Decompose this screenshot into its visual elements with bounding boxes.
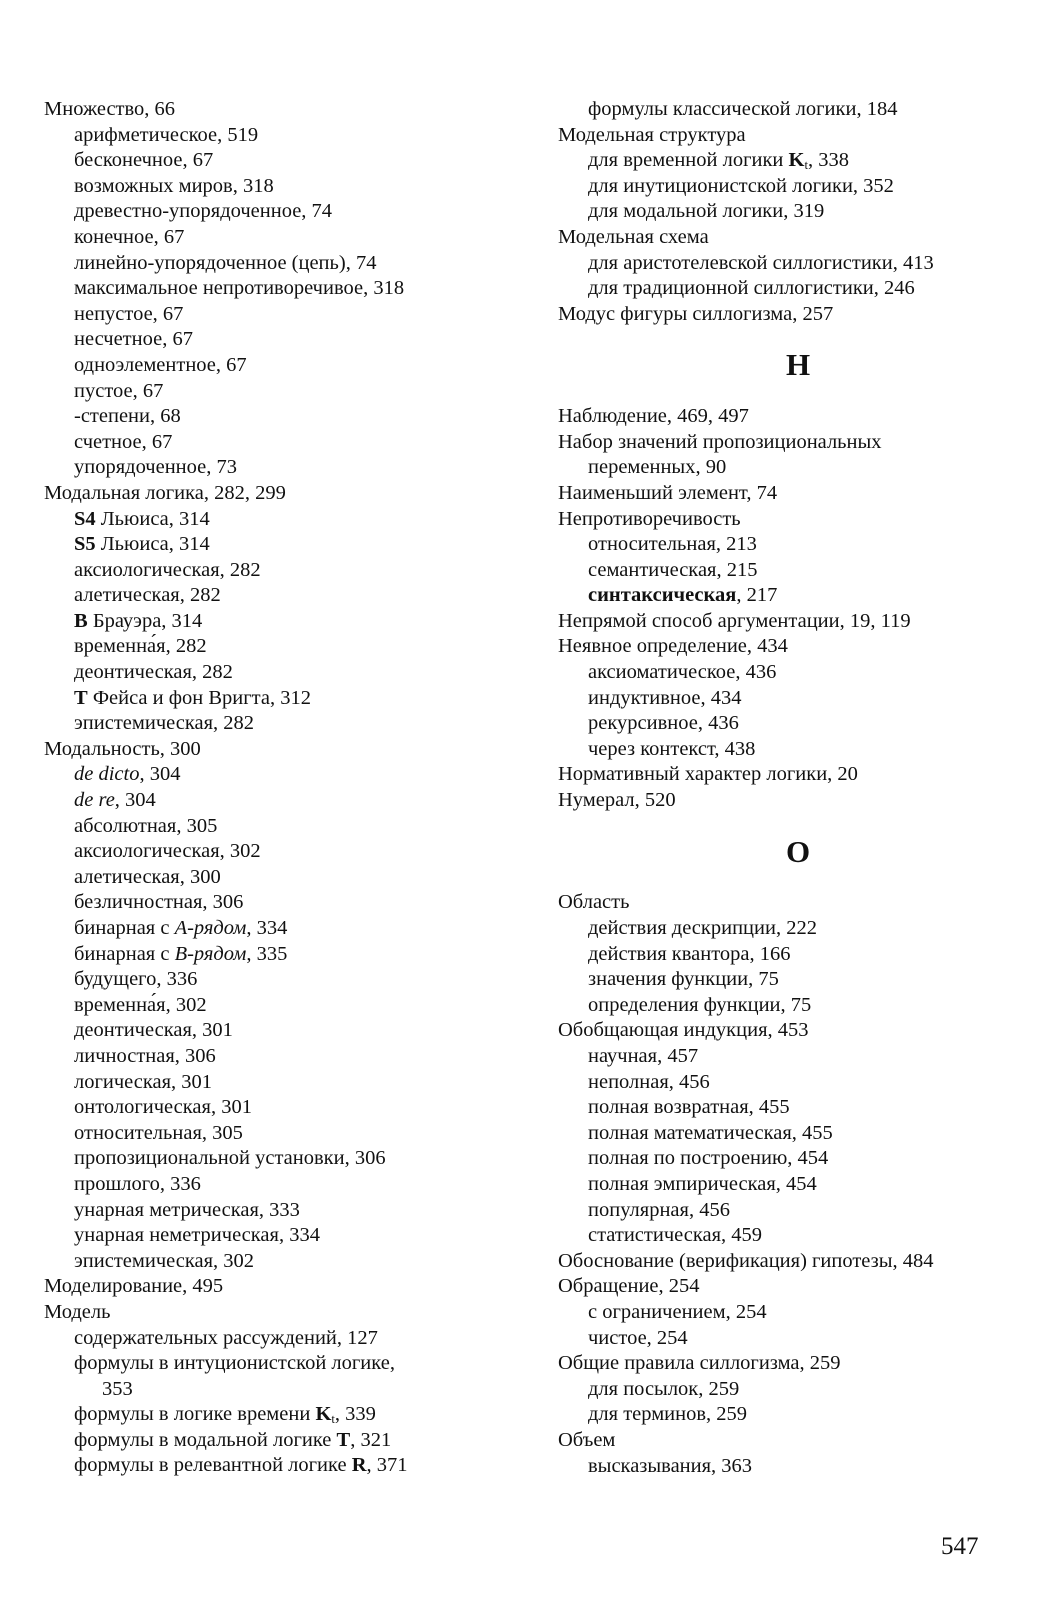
entry-text: линейно-упорядоченное (цепь), 74 bbox=[74, 251, 377, 274]
index-subentry bbox=[44, 1428, 514, 1454]
index-subentry bbox=[44, 558, 514, 584]
index-subentry bbox=[44, 1326, 514, 1352]
entry-text: абсолютная, 305 bbox=[74, 814, 218, 837]
index-subentry bbox=[44, 1249, 514, 1275]
index-subentry bbox=[558, 583, 1038, 609]
entry-text: Обращение, 254 bbox=[558, 1275, 700, 1298]
index-entry bbox=[44, 737, 514, 763]
entry-text: упорядоченное, 73 bbox=[74, 456, 237, 479]
index-subentry bbox=[558, 1146, 1038, 1172]
index-column-right bbox=[558, 97, 1038, 1479]
entry-text: de re bbox=[74, 789, 115, 812]
page-number: 547 bbox=[941, 1533, 979, 1560]
entry-text: Обобщающая индукция, 453 bbox=[558, 1019, 809, 1042]
index-subentry bbox=[44, 327, 514, 353]
entry-text: онтологическая, 301 bbox=[74, 1096, 252, 1119]
entry-text: популярная, 456 bbox=[588, 1198, 730, 1221]
index-subentry bbox=[558, 711, 1038, 737]
index-subentry bbox=[558, 455, 1038, 481]
entry-text: логическая, 301 bbox=[74, 1070, 213, 1093]
entry-text: Модус фигуры силлогизма, 257 bbox=[558, 302, 834, 325]
index-subentry bbox=[44, 430, 514, 456]
entry-text: B-рядом bbox=[174, 942, 247, 965]
entry-text: B bbox=[74, 609, 88, 632]
index-subentry bbox=[44, 199, 514, 225]
index-subentry bbox=[44, 814, 514, 840]
entry-text: полная математическая, 455 bbox=[588, 1121, 833, 1144]
entry-text: Обоснование (верификация) гипотезы, 484 bbox=[558, 1249, 934, 1272]
entry-text: для инутиционистской логики, 352 bbox=[588, 174, 894, 197]
entry-text: бинарная с bbox=[74, 917, 175, 939]
entry-text: пропозициональной установки, 306 bbox=[74, 1147, 386, 1170]
index-subentry bbox=[558, 967, 1038, 993]
index-entry bbox=[558, 507, 1038, 533]
entry-text: формулы в модальной логике bbox=[74, 1428, 337, 1451]
section-letter-heading: Н bbox=[785, 347, 811, 383]
entry-text: прошлого, 336 bbox=[74, 1172, 201, 1195]
index-subentry bbox=[44, 890, 514, 916]
entry-text: полная эмпирическая, 454 bbox=[588, 1172, 817, 1195]
index-subentry bbox=[558, 737, 1038, 763]
entry-text: , 334 bbox=[246, 917, 288, 939]
index-subentry bbox=[558, 1326, 1038, 1352]
entry-text: бинарная с bbox=[74, 942, 175, 965]
index-subentry bbox=[44, 865, 514, 891]
index-entry bbox=[558, 1018, 1038, 1044]
entry-text: переменных, 90 bbox=[588, 456, 727, 479]
entry-text: временна́я, 282 bbox=[74, 635, 207, 658]
index-subentry bbox=[44, 634, 514, 660]
entry-text: Наблюдение, 469, 497 bbox=[558, 405, 749, 428]
index-subentry bbox=[44, 1070, 514, 1096]
entry-text: , 371 bbox=[366, 1454, 408, 1477]
index-subentry bbox=[44, 455, 514, 481]
index-subentry bbox=[558, 97, 1038, 123]
entry-text: S4 bbox=[74, 507, 96, 530]
index-subentry bbox=[44, 1198, 514, 1224]
entry-text: синтаксическая bbox=[588, 584, 737, 607]
entry-text: , 335 bbox=[246, 942, 288, 965]
index-subentry bbox=[44, 276, 514, 302]
index-subentry bbox=[558, 199, 1038, 225]
index-subentry bbox=[44, 1223, 514, 1249]
entry-text: K bbox=[315, 1403, 332, 1426]
entry-text: будущего, 336 bbox=[74, 968, 198, 991]
index-subentry bbox=[44, 1172, 514, 1198]
index-subentry bbox=[44, 1402, 514, 1428]
entry-text: для традиционной силлогистики, 246 bbox=[588, 277, 915, 300]
entry-text: содержательных рассуждений, 127 bbox=[74, 1326, 378, 1349]
entry-text: арифметическое, 519 bbox=[74, 123, 259, 146]
entry-text: t bbox=[331, 1412, 335, 1427]
index-subentry bbox=[44, 532, 514, 558]
index-subentry bbox=[44, 174, 514, 200]
index-entry bbox=[558, 481, 1038, 507]
index-subentry bbox=[44, 379, 514, 405]
index-entry bbox=[558, 430, 1038, 456]
index-subentry bbox=[44, 1044, 514, 1070]
index-subentry bbox=[44, 788, 514, 814]
index-subentry bbox=[44, 1351, 514, 1377]
entry-text: непустое, 67 bbox=[74, 302, 184, 325]
entry-text: , 304 bbox=[139, 763, 181, 786]
index-subentry bbox=[558, 1402, 1038, 1428]
index-subentry bbox=[44, 711, 514, 737]
index-subentry bbox=[44, 1377, 514, 1403]
entry-text: рекурсивное, 436 bbox=[588, 712, 739, 735]
index-subentry bbox=[558, 251, 1038, 277]
index-subentry bbox=[44, 686, 514, 712]
entry-text: эпистемическая, 302 bbox=[74, 1249, 255, 1272]
entry-text: относительная, 213 bbox=[588, 533, 757, 556]
index-entry bbox=[558, 302, 1038, 328]
entry-text: для аристотелевской силлогистики, 413 bbox=[588, 251, 934, 274]
index-subentry bbox=[44, 942, 514, 968]
entry-text: Непротиворечивость bbox=[558, 507, 741, 530]
entry-text: относительная, 305 bbox=[74, 1121, 243, 1144]
index-subentry bbox=[558, 942, 1038, 968]
entry-text: для терминов, 259 bbox=[588, 1403, 748, 1426]
entry-text: временна́я, 302 bbox=[74, 993, 207, 1016]
index-subentry bbox=[558, 1044, 1038, 1070]
entry-text: высказывания, 363 bbox=[588, 1454, 753, 1477]
index-entry bbox=[558, 1249, 1038, 1275]
index-entry bbox=[558, 225, 1038, 251]
index-subentry bbox=[558, 686, 1038, 712]
entry-text: статистическая, 459 bbox=[588, 1224, 763, 1247]
entry-text: через контекст, 438 bbox=[588, 737, 756, 760]
entry-text: Льюиса, 314 bbox=[95, 507, 210, 530]
index-subentry bbox=[558, 276, 1038, 302]
index-subentry bbox=[558, 1198, 1038, 1224]
index-subentry bbox=[558, 1300, 1038, 1326]
entry-text: , 217 bbox=[736, 584, 778, 607]
entry-text: T bbox=[74, 686, 88, 709]
index-subentry bbox=[44, 660, 514, 686]
entry-text: Модельная схема bbox=[558, 225, 709, 248]
entry-text: одноэлементное, 67 bbox=[74, 353, 247, 376]
index-subentry bbox=[558, 1070, 1038, 1096]
index-subentry bbox=[558, 660, 1038, 686]
index-subentry bbox=[558, 1095, 1038, 1121]
index-subentry bbox=[44, 302, 514, 328]
entry-text: возможных миров, 318 bbox=[74, 174, 274, 197]
index-subentry bbox=[558, 532, 1038, 558]
entry-text: формулы классической логики, 184 bbox=[588, 98, 898, 120]
index-entry bbox=[558, 762, 1038, 788]
entry-text: индуктивное, 434 bbox=[588, 686, 742, 709]
entry-text: S5 bbox=[74, 533, 96, 556]
index-subentry bbox=[558, 1172, 1038, 1198]
index-entry bbox=[44, 97, 514, 123]
entry-text: Неявное определение, 434 bbox=[558, 635, 788, 658]
entry-text: безличностная, 306 bbox=[74, 891, 244, 914]
index-subentry bbox=[558, 558, 1038, 584]
entry-text: de dicto bbox=[74, 763, 140, 786]
entry-text: Модель bbox=[44, 1300, 111, 1323]
entry-text: формулы в интуционистской логике, bbox=[74, 1352, 395, 1375]
entry-text: для модальной логики, 319 bbox=[588, 200, 825, 223]
entry-text: , 304 bbox=[114, 789, 156, 812]
entry-text: эпистемическая, 282 bbox=[74, 712, 255, 735]
index-subentry bbox=[44, 225, 514, 251]
index-column-left bbox=[44, 97, 514, 1479]
entry-text: Объем bbox=[558, 1428, 616, 1451]
index-subentry bbox=[558, 993, 1038, 1019]
index-entry bbox=[558, 123, 1038, 149]
entry-text: для временной логики bbox=[588, 149, 789, 172]
index-entry bbox=[558, 1351, 1038, 1377]
entry-text: определения функции, 75 bbox=[588, 993, 812, 1016]
entry-text: древестно-упорядоченное, 74 bbox=[74, 200, 333, 223]
entry-text: t bbox=[804, 158, 808, 173]
index-subentry bbox=[44, 583, 514, 609]
index-subentry bbox=[44, 1018, 514, 1044]
index-entry bbox=[558, 1274, 1038, 1300]
entry-text: -степени, 68 bbox=[74, 405, 181, 428]
index-subentry bbox=[44, 1121, 514, 1147]
entry-text: Фейса и фон Вригта, 312 bbox=[87, 686, 311, 709]
index-subentry bbox=[558, 1454, 1038, 1480]
entry-text: деонтическая, 282 bbox=[74, 661, 233, 684]
entry-text: формулы в логике времени bbox=[74, 1403, 316, 1426]
entry-text: несчетное, 67 bbox=[74, 328, 193, 351]
entry-text: пустое, 67 bbox=[74, 379, 164, 402]
entry-text: A-рядом bbox=[174, 917, 247, 939]
entry-text: полная возвратная, 455 bbox=[588, 1096, 790, 1119]
entry-text: для посылок, 259 bbox=[588, 1377, 740, 1400]
entry-text: Моделирование, 495 bbox=[44, 1275, 224, 1298]
entry-text: действия квантора, 166 bbox=[588, 942, 791, 965]
index-subentry bbox=[558, 1121, 1038, 1147]
entry-text: Множество, 66 bbox=[44, 98, 176, 120]
index-subentry bbox=[44, 123, 514, 149]
index-subentry bbox=[44, 507, 514, 533]
index-entry bbox=[558, 634, 1038, 660]
entry-text: полная по построению, 454 bbox=[588, 1147, 829, 1170]
entry-text: аксиологическая, 282 bbox=[74, 558, 261, 581]
entry-text: Нумерал, 520 bbox=[558, 789, 676, 812]
entry-text: , 339 bbox=[334, 1403, 376, 1426]
entry-text: Нормативный характер логики, 20 bbox=[558, 763, 858, 786]
entry-text: Модельная структура bbox=[558, 123, 746, 146]
entry-text: K bbox=[788, 149, 805, 172]
index-subentry bbox=[44, 609, 514, 635]
entry-text: алетическая, 282 bbox=[74, 584, 221, 607]
index-subentry bbox=[558, 174, 1038, 200]
index-subentry bbox=[44, 967, 514, 993]
entry-text: Модальность, 300 bbox=[44, 737, 201, 760]
index-entry bbox=[558, 404, 1038, 430]
entry-text: , 338 bbox=[808, 149, 849, 172]
entry-text: с ограничением, 254 bbox=[588, 1300, 767, 1323]
entry-text: Непрямой способ аргументации, 19, 119 bbox=[558, 609, 911, 632]
entry-text: T bbox=[336, 1428, 351, 1451]
entry-text: аксиоматическое, 436 bbox=[588, 661, 777, 684]
entry-text: , 321 bbox=[350, 1428, 392, 1451]
entry-text: бесконечное, 67 bbox=[74, 149, 214, 172]
index-entry bbox=[558, 609, 1038, 635]
index-subentry bbox=[44, 1095, 514, 1121]
entry-text: значения функции, 75 bbox=[588, 968, 779, 991]
entry-text: Модальная логика, 282, 299 bbox=[44, 481, 286, 504]
entry-text: 353 bbox=[102, 1377, 133, 1400]
entry-text: формулы в релевантной логике bbox=[74, 1454, 352, 1477]
entry-text: счетное, 67 bbox=[74, 430, 173, 453]
index-subentry bbox=[44, 404, 514, 430]
entry-text: R bbox=[351, 1454, 367, 1477]
entry-text: Общие правила силлогизма, 259 bbox=[558, 1352, 841, 1375]
index-subentry bbox=[44, 353, 514, 379]
entry-text: унарная неметрическая, 334 bbox=[74, 1224, 320, 1247]
index-subentry bbox=[44, 993, 514, 1019]
index-subentry bbox=[558, 148, 1038, 174]
entry-text: конечное, 67 bbox=[74, 225, 185, 248]
entry-text: научная, 457 bbox=[588, 1045, 699, 1067]
entry-text: Наименьший элемент, 74 bbox=[558, 481, 778, 504]
section-letter-heading: О bbox=[785, 833, 811, 869]
entry-text: максимальное непротиворечивое, 318 bbox=[74, 277, 405, 300]
index-entry bbox=[558, 788, 1038, 814]
index-entry bbox=[558, 890, 1038, 916]
index-subentry bbox=[558, 1377, 1038, 1403]
index-subentry bbox=[558, 1223, 1038, 1249]
entry-text: Льюиса, 314 bbox=[95, 533, 210, 556]
index-subentry bbox=[44, 916, 514, 942]
index-entry bbox=[44, 1300, 514, 1326]
entry-text: чистое, 254 bbox=[588, 1326, 688, 1349]
index-subentry bbox=[44, 1146, 514, 1172]
entry-text: унарная метрическая, 333 bbox=[74, 1198, 300, 1221]
index-entry bbox=[44, 1274, 514, 1300]
index-subentry bbox=[44, 1453, 514, 1479]
entry-text: Набор значений пропозициональных bbox=[558, 430, 882, 453]
entry-text: личностная, 306 bbox=[74, 1044, 216, 1067]
index-subentry bbox=[44, 839, 514, 865]
entry-text: аксиологическая, 302 bbox=[74, 840, 261, 863]
entry-text: семантическая, 215 bbox=[588, 558, 758, 581]
index-entry bbox=[44, 481, 514, 507]
entry-text: алетическая, 300 bbox=[74, 865, 221, 888]
index-entry bbox=[558, 1428, 1038, 1454]
entry-text: деонтическая, 301 bbox=[74, 1019, 233, 1042]
entry-text: действия дескрипции, 222 bbox=[588, 917, 817, 940]
index-subentry bbox=[44, 251, 514, 277]
index-subentry bbox=[558, 916, 1038, 942]
entry-text: Область bbox=[558, 891, 630, 914]
entry-text: Брауэра, 314 bbox=[87, 609, 203, 632]
index-subentry bbox=[44, 762, 514, 788]
entry-text: неполная, 456 bbox=[588, 1070, 710, 1093]
index-subentry bbox=[44, 148, 514, 174]
